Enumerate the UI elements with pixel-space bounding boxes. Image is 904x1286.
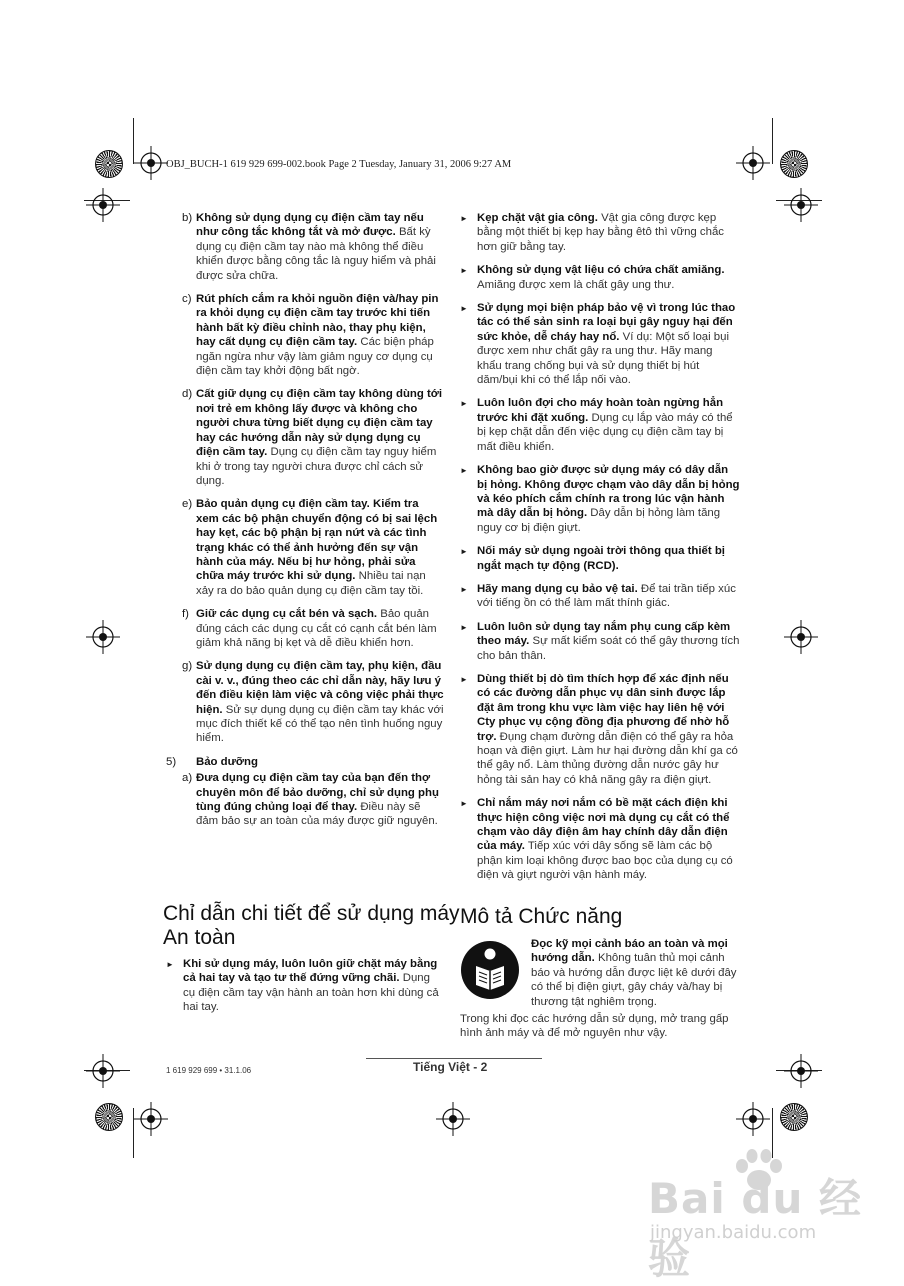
item-text: Dụng cụ lắp vào máy có thể bị kẹp chặt dẫn đến việc dụng cụ điện cầm tay bị mất điều khiển. bbox=[477, 411, 733, 453]
registration-mark-icon bbox=[784, 620, 818, 654]
item-text: Nhiều tai nạn xảy ra do bảo quản dụng cụ điện cầm tay tồi. bbox=[196, 570, 426, 597]
item-label: d) bbox=[182, 388, 193, 401]
section-title: Bảo dưỡng bbox=[196, 755, 258, 768]
item-label: a) bbox=[182, 772, 193, 785]
list-item bbox=[166, 607, 444, 650]
bullet-arrow-icon: ► bbox=[460, 266, 468, 276]
item-text: Dụng cụ điện cầm tay nguy hiểm khi ở trong tay người chưa được chỉ cách sử dụng. bbox=[196, 446, 437, 487]
color-rosette-mark bbox=[780, 150, 808, 178]
registration-mark-icon bbox=[736, 146, 770, 180]
item-label: c) bbox=[182, 293, 192, 306]
registration-mark-icon bbox=[134, 146, 168, 180]
warning-text: Không tuân thủ mọi cảnh báo và hướng dẫn được liệt kê dưới đây có thể bị điện giựt, gây cháy và/hay bị thương tật nghiêm trọng. bbox=[531, 952, 737, 1008]
item-text: Vật gia công được kẹp bằng một thiết bị kẹp hay bằng êtô thì vững chắc hơn giữ bằng tay. bbox=[477, 212, 724, 253]
color-rosette-mark bbox=[95, 150, 123, 178]
bullet-arrow-icon: ► bbox=[460, 799, 468, 809]
read-manual-icon bbox=[460, 940, 520, 1000]
list-item bbox=[166, 211, 444, 283]
item-bold-text: Kẹp chặt vật gia công. bbox=[477, 212, 598, 224]
right-column bbox=[460, 211, 740, 892]
registration-mark-icon bbox=[86, 620, 120, 654]
left-column bbox=[166, 211, 444, 838]
item-bold-text: Giữ các dụng cụ cắt bén và sạch. bbox=[196, 608, 378, 621]
item-bold-text: Không sử dụng dụng cụ điện cầm tay nếu như công tắc không tắt và mở được. bbox=[196, 212, 424, 239]
color-rosette-mark bbox=[95, 1103, 123, 1131]
bullet-arrow-icon: ► bbox=[460, 622, 468, 632]
registration-mark-icon bbox=[436, 1102, 470, 1136]
item-text: Các biện pháp ngăn ngừa như vậy làm giảm nguy cơ dụng cụ điện cầm tay khởi động bất ngờ. bbox=[196, 336, 434, 378]
bullet-item bbox=[460, 796, 740, 882]
bullet-item bbox=[166, 957, 444, 1015]
bullet-item bbox=[460, 620, 740, 663]
item-text: Ví dụ: Một số loại bụi được xem như chất gây ra ung thư. Hãy mang khẩu trang chống bụi và sử dụng thiết bị hút dăm/bụi khi có thể lắp nối vào. bbox=[477, 330, 730, 387]
registration-mark-icon bbox=[736, 1102, 770, 1136]
item-text: Dây dẫn bị hỏng làm tăng nguy cơ bị điện giựt. bbox=[477, 507, 721, 534]
color-rosette-mark bbox=[780, 1103, 808, 1131]
item-bold-text: Nối máy sử dụng ngoài trời thông qua thiết bị ngắt mạch tự động (RCD). bbox=[477, 545, 725, 572]
item-text: Để tai trần tiếp xúc với tiếng ồn có thể làm mất thính giác. bbox=[477, 582, 736, 610]
item-bold-text: Chỉ nắm máy nơi nắm có bề mặt cách điện khi thực hiện công việc nơi mà dụng cụ cắt có thể chạm vào dây điện âm hay chính dây dẫn điện của máy. bbox=[477, 797, 730, 853]
item-bold-text: Cất giữ dụng cụ điện cầm tay không dùng tới nơi trẻ em không lấy được và không cho người chưa từng biết dụng cụ điện cầm tay hay các hướng dẫn này sử dụng dụng cụ điện cầm tay. bbox=[196, 388, 443, 459]
print-slug: OBJ_BUCH-1 619 929 699-002.book Page 2 Tuesday, January 31, 2006 9:27 AM bbox=[166, 159, 512, 170]
section-number: 5) bbox=[166, 755, 177, 768]
registration-mark-icon bbox=[784, 188, 818, 222]
bullet-arrow-icon: ► bbox=[460, 304, 468, 314]
registration-mark-icon bbox=[784, 1054, 818, 1088]
item-bold-text: Không bao giờ được sử dụng máy có dây dẫn bị hỏng. Không được chạm vào dây dẫn bị hỏng và kéo phích cắm chính ra trong lúc vận hành mà dây dẫn bị hỏng. bbox=[477, 464, 740, 520]
footer-rule bbox=[366, 1058, 542, 1059]
bullet-arrow-icon: ► bbox=[460, 674, 468, 684]
list-item bbox=[166, 659, 444, 745]
item-bold-text: Rút phích cắm ra khỏi nguồn điện và/hay pin ra khỏi dụng cụ điện cầm tay trước khi tiến hành bất kỳ điều chỉnh nào, thay phụ kiện, hay cất dụng cụ điện cầm tay. bbox=[196, 293, 439, 349]
item-bold-text: Luôn luôn đợi cho máy hoàn toàn ngừng hẳn trước khi đặt xuống. bbox=[477, 397, 724, 424]
item-text: Bất kỳ dụng cụ điện cầm tay nào mà không thể điều khiển được bằng công tắc là nguy hiểm và phải được sửa chữa. bbox=[196, 226, 436, 282]
item-label: g) bbox=[182, 660, 193, 673]
bullet-item bbox=[460, 672, 740, 787]
item-bold-text: Không sử dụng vật liệu có chứa chất amiăng. bbox=[477, 264, 725, 277]
bullet-arrow-icon: ► bbox=[460, 399, 468, 409]
list-item bbox=[166, 292, 444, 378]
list-item bbox=[166, 387, 444, 488]
bullet-arrow-icon: ► bbox=[460, 547, 468, 557]
item-text: Dụng cụ điện cầm tay vận hành an toàn hơn khi dùng cả hai tay. bbox=[183, 972, 439, 1014]
footer-code: 1 619 929 699 • 31.1.06 bbox=[166, 1066, 252, 1075]
bullet-item bbox=[460, 301, 740, 387]
bullet-item bbox=[460, 211, 740, 254]
item-bold-text: Bảo quản dụng cụ điện cầm tay. Kiểm tra xem các bộ phận chuyển động có bị sai lệch hay kẹt, các bộ phận bị rạn nứt và các tình trạng khác có thể ảnh hưởng đến sự vận hành của máy. Nếu bị hư hỏng, phải sửa chữa máy trước khi sử dụng. bbox=[196, 498, 438, 583]
bullet-arrow-icon: ► bbox=[460, 466, 468, 476]
warning-bold-text: Đọc kỹ mọi cảnh báo an toàn và mọi hướng dẫn. bbox=[531, 938, 728, 965]
item-text: Đụng chạm đường dẫn điện có thể gây ra hỏa hoạn và điện giựt. Làm hư hại đường dẫn khí ga có thể gây nổ. Làm thủng đường dẫn nước gây hư hỏng tài sản hay có khả năng gây ra điện giựt. bbox=[477, 730, 738, 786]
item-label: f) bbox=[182, 608, 189, 621]
bullet-arrow-icon: ► bbox=[460, 214, 468, 223]
item-bold-text: Đưa dụng cụ điện cầm tay của bạn đến thợ chuyên môn để bảo dưỡng, chỉ sử dụng phụ tùng đúng chủng loại để thay. bbox=[196, 772, 439, 814]
item-bold-text: Luôn luôn sử dụng tay nắm phụ cung cấp kèm theo máy. bbox=[477, 620, 731, 648]
bullet-item bbox=[460, 263, 740, 292]
item-text: Sử sự dụng dụng cụ điện cầm tay khác với mục đích thiết kế có thể tạo nên tình huống nguy hiểm. bbox=[196, 703, 444, 745]
item-bold-text: Sử dụng mọi biện pháp bảo vệ vì trong lúc thao tác có thể sản sinh ra loại bụi gây nguy hại đến sức khỏe, dễ cháy hay nổ. bbox=[477, 302, 736, 343]
registration-mark-icon bbox=[86, 1054, 120, 1088]
list-item bbox=[166, 497, 444, 598]
item-text: Điều này sẽ đảm bảo sự an toàn của máy được giữ nguyên. bbox=[196, 801, 438, 828]
list-item bbox=[166, 771, 444, 829]
watermark-url: jingyan.baidu.com bbox=[650, 1222, 817, 1243]
bullet-item bbox=[460, 463, 740, 535]
item-bold-text: Sử dụng dụng cụ điện cầm tay, phụ kiện, đầu cài v. v., đúng theo các chỉ dẫn này, hãy lưu ý đến điều kiện làm việc và công việc phải thực hiện. bbox=[196, 660, 444, 716]
item-text: Tiếp xúc với dây sống sẽ làm các bộ phận kim loại không được bao bọc của dụng cụ có điện và giựt người vận hành máy. bbox=[477, 840, 733, 882]
safety-section-body bbox=[166, 957, 444, 1024]
function-paragraph: Trong khi đọc các hướng dẫn sử dụng, mở trang gấp hình ảnh máy và để mở nguyên như vậy. bbox=[460, 1013, 729, 1040]
item-bold-text: Khi sử dụng máy, luôn luôn giữ chặt máy bằng cả hai tay và tạo tư thế đứng vững chãi. bbox=[183, 958, 438, 985]
bullet-arrow-icon: ► bbox=[460, 584, 468, 594]
item-text: Bảo quản đúng cách các dụng cụ cắt có cạnh cắt bén làm giảm khả năng bị kẹt và dễ điều khiển hơn. bbox=[196, 608, 437, 649]
function-section-title: Mô tả Chức năng bbox=[460, 905, 623, 928]
section-heading-maintenance bbox=[166, 755, 444, 769]
registration-mark-icon bbox=[86, 188, 120, 222]
bullet-item bbox=[460, 396, 740, 454]
bullet-item bbox=[460, 544, 740, 573]
safety-section-title: Chỉ dẫn chi tiết để sử dụng máy An toàn bbox=[163, 902, 460, 949]
item-label: b) bbox=[182, 212, 193, 224]
item-text: Amiăng được xem là chất gây ung thư. bbox=[477, 278, 675, 291]
function-warning bbox=[531, 937, 743, 1009]
item-bold-text: Hãy mang dụng cụ bảo vệ tai. bbox=[477, 582, 638, 595]
item-bold-text: Dùng thiết bị dò tìm thích hợp để xác định nếu có các đường dẫn phục vụ dân sinh được lắp đặt âm trong khu vực làm việc hay liên hệ với Cty phục vụ cộng đồng địa phương để nhờ hỗ trợ. bbox=[477, 672, 730, 743]
bullet-arrow-icon: ► bbox=[166, 960, 174, 969]
crop-mark bbox=[772, 118, 773, 164]
item-label: e) bbox=[182, 498, 193, 511]
watermark-brand: Bai du 经验 bbox=[648, 1174, 862, 1283]
item-text: Sự mất kiểm soát có thể gây thương tích cho bản thân. bbox=[477, 635, 740, 662]
page-number: Tiếng Việt - 2 bbox=[413, 1060, 488, 1074]
bullet-item bbox=[460, 582, 740, 611]
registration-mark-icon bbox=[134, 1102, 168, 1136]
